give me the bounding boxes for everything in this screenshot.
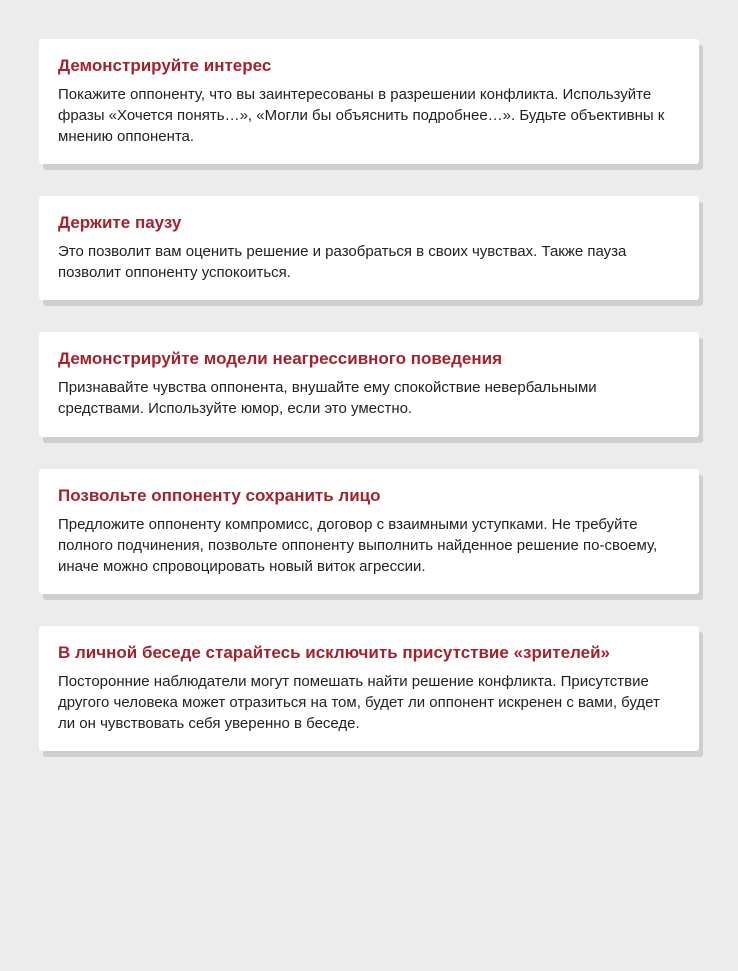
card-title: В личной беседе старайтесь исключить присутствие «зрителей»: [58, 643, 611, 662]
advice-card: [39, 626, 699, 751]
card-title: Демонстрируйте интерес: [58, 56, 272, 75]
advice-card: [39, 469, 699, 594]
card-text: Предложите оппоненту компромисс, договор с взаимными уступками. Не требуйте полного подчинения, позвольте оппоненту выполнить найденное решение по-своему, иначе можно спровоцировать новый виток агрессии.: [58, 516, 658, 575]
advice-card-list: [39, 39, 699, 751]
card-title: Позвольте оппоненту сохранить лицо: [58, 486, 381, 505]
card-text: Признавайте чувства оппонента, внушайте ему спокойствие невербальными средствами. Используйте юмор, если это уместно.: [58, 379, 597, 417]
advice-card: [39, 39, 699, 164]
card-text: Покажите оппоненту, что вы заинтересованы в разрешении конфликта. Используйте фразы «Хочется понять…», «Могли бы объяснить подробнее…». Будьте объективны к мнению оппонента.: [58, 86, 665, 145]
advice-card: [39, 332, 699, 437]
card-title: Держите паузу: [58, 213, 182, 232]
card-title: Демонстрируйте модели неагрессивного поведения: [58, 349, 502, 368]
card-text: Это позволит вам оценить решение и разобраться в своих чувствах. Также пауза позволит оппоненту успокоиться.: [58, 243, 627, 281]
advice-card: [39, 196, 699, 300]
card-text: Посторонние наблюдатели могут помешать найти решение конфликта. Присутствие другого человека может отразиться на том, будет ли оппонент искренен с вами, будет ли он чувствовать себя уверенно в беседе.: [58, 673, 660, 732]
